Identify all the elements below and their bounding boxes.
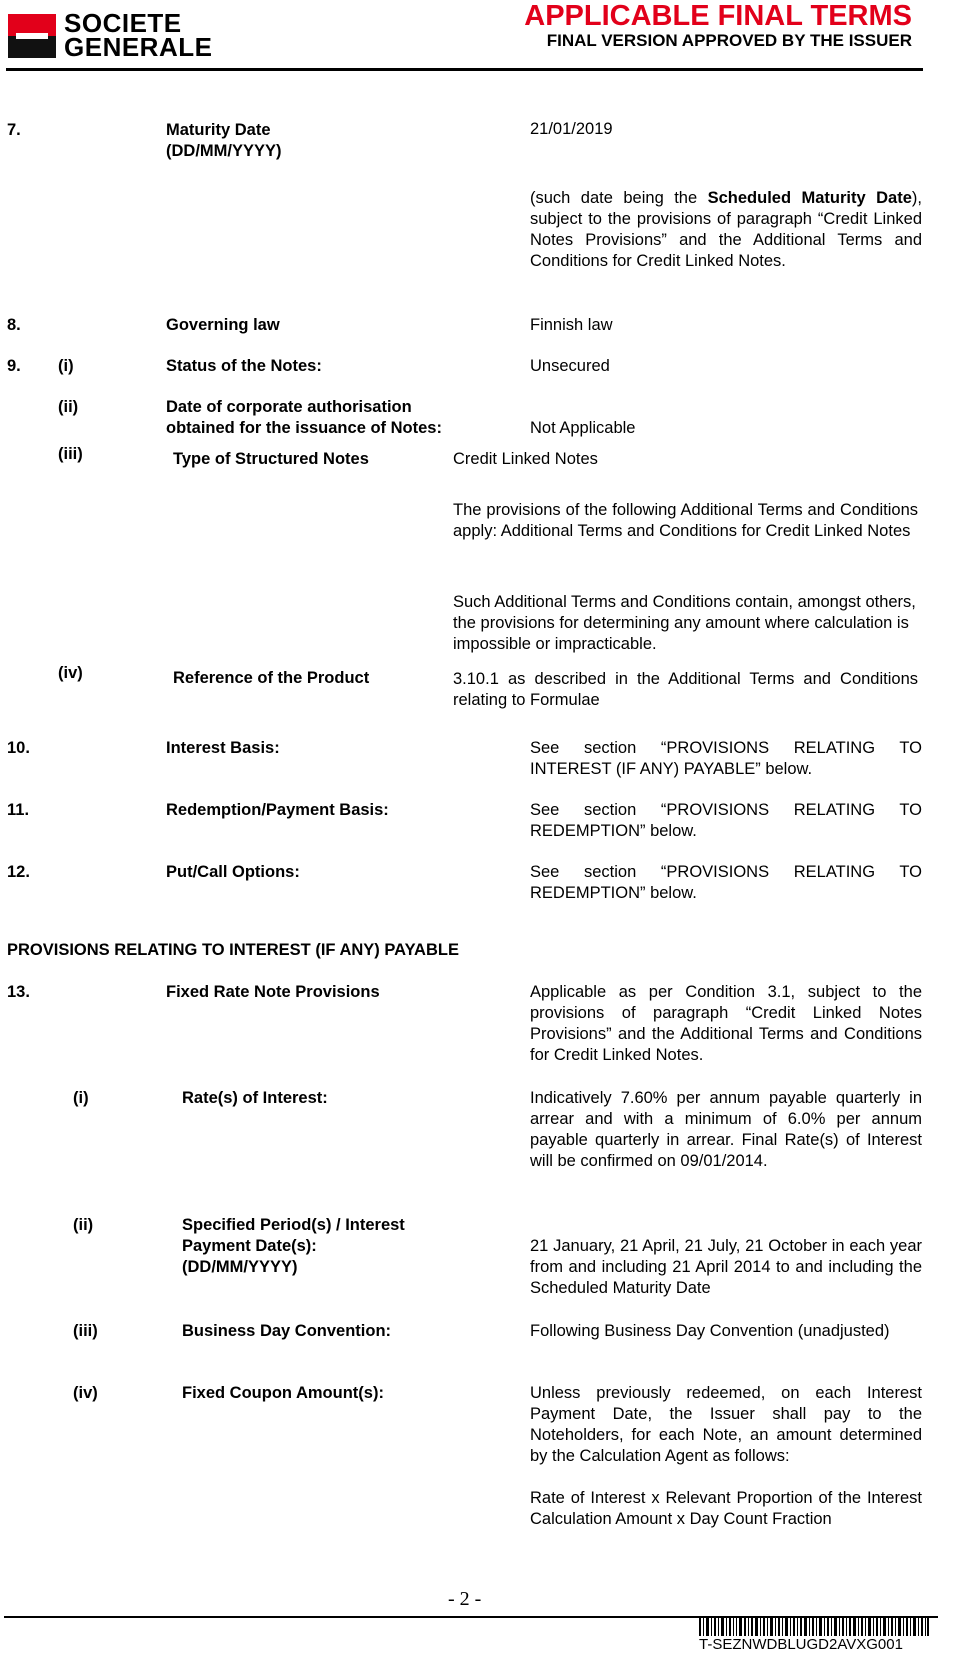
item-paragraph: The provisions of the following Additional Terms and Conditions apply: Additional Terms and Conditions for Credit Linked Notes: [453, 501, 918, 540]
item-number: 9.: [7, 357, 21, 375]
item-value: Unsecured: [530, 357, 610, 375]
item-label: Fixed Coupon Amount(s):: [182, 1384, 384, 1402]
item-label: Fixed Rate Note Provisions: [166, 983, 380, 1001]
item-value: Indicatively 7.60% per annum payable quarterly in arrear and with a minimum of 6.0% per annum payable quarterly in arrear. Final Rate(s) of Interest will be confirmed on 09/01/2014.: [530, 1089, 922, 1170]
item-number: 13.: [7, 983, 30, 1001]
item-label: Status of the Notes:: [166, 357, 322, 375]
item-value: Applicable as per Condition 3.1, subject to the provisions of paragraph “Credit Linked Notes Provisions” and the Additional Terms and Conditions for Credit Linked Notes.: [530, 983, 922, 1064]
item-number: 10.: [7, 739, 30, 757]
page-number: - 2 -: [448, 1588, 482, 1610]
item-label: Reference of the Product: [173, 669, 370, 687]
item-value: Not Applicable: [530, 419, 636, 437]
item-label: Business Day Convention:: [182, 1322, 392, 1340]
header-rule: [6, 68, 923, 71]
item-label: Specified Period(s) / Interest Payment Date(s): (DD/MM/YYYY): [182, 1216, 405, 1276]
item-value: See section “PROVISIONS RELATING TO INTEREST (IF ANY) PAYABLE” below.: [530, 739, 922, 778]
item-value: See section “PROVISIONS RELATING TO REDEMPTION” below.: [530, 863, 922, 902]
item-note: (such date being the Scheduled Maturity Date), subject to the provisions of paragraph “Credit Linked Notes Provisions” and the Additional Terms and Conditions for Credit Linked Notes.: [530, 189, 922, 270]
sub-number: (iii): [73, 1322, 98, 1340]
barcode-image: [699, 1616, 929, 1636]
sub-number: (iii): [58, 445, 83, 463]
item-value: Following Business Day Convention (unadjusted): [530, 1322, 890, 1340]
section-heading: PROVISIONS RELATING TO INTEREST (IF ANY) PAYABLE: [7, 941, 459, 959]
item-paragraph: Such Additional Terms and Conditions contain, amongst others, the provisions for determining any amount where calculation is impossible or impracticable.: [453, 593, 916, 653]
item-label: Type of Structured Notes: [173, 450, 369, 468]
sub-number: (iv): [73, 1384, 98, 1402]
item-value: 3.10.1 as described in the Additional Terms and Conditions relating to Formulae: [453, 670, 918, 709]
sub-number: (ii): [73, 1216, 94, 1234]
item-label: Redemption/Payment Basis:: [166, 801, 389, 819]
item-label: Governing law: [166, 316, 280, 334]
item-number: 7.: [7, 121, 21, 139]
item-label: Date of corporate authorisation obtained for the issuance of Notes:: [166, 398, 442, 437]
sub-number: (ii): [58, 398, 79, 416]
item-number: 11.: [7, 801, 30, 819]
item-value: See section “PROVISIONS RELATING TO REDEMPTION” below.: [530, 801, 922, 840]
item-value: 21 January, 21 April, 21 July, 21 October in each year from and including 21 April 2014 to and including the Scheduled Maturity Date: [530, 1237, 922, 1297]
item-number: 12.: [7, 863, 30, 881]
item-value: Finnish law: [530, 316, 613, 334]
logo-black-block: [8, 36, 56, 58]
logo-text-line2: GENERALE: [64, 32, 213, 62]
item-label: Put/Call Options:: [166, 863, 300, 881]
logo-text-line1: SOCIETE: [64, 8, 182, 38]
item-value: Credit Linked Notes: [453, 450, 598, 468]
item-formula: Rate of Interest x Relevant Proportion of the Interest Calculation Amount x Day Count Fraction: [530, 1489, 922, 1528]
item-label: Maturity Date (DD/MM/YYYY): [166, 121, 282, 160]
item-number: 8.: [7, 316, 21, 334]
logo-white-bar: [16, 33, 48, 39]
item-label: Interest Basis:: [166, 739, 280, 757]
item-label: Rate(s) of Interest:: [182, 1089, 328, 1107]
sub-number: (i): [73, 1089, 89, 1107]
document-code: T-SEZNWDBLUGD2AVXG001: [699, 1636, 903, 1653]
item-value: 21/01/2019: [530, 120, 613, 138]
sub-number: (iv): [58, 664, 83, 682]
sub-number: (i): [58, 357, 74, 375]
page-title: APPLICABLE FINAL TERMS: [524, 0, 912, 32]
item-value: Unless previously redeemed, on each Interest Payment Date, the Issuer shall pay to the Noteholders, for each Note, an amount determined by the Calculation Agent as follows:: [530, 1384, 922, 1465]
page-subtitle: FINAL VERSION APPROVED BY THE ISSUER: [546, 31, 912, 50]
